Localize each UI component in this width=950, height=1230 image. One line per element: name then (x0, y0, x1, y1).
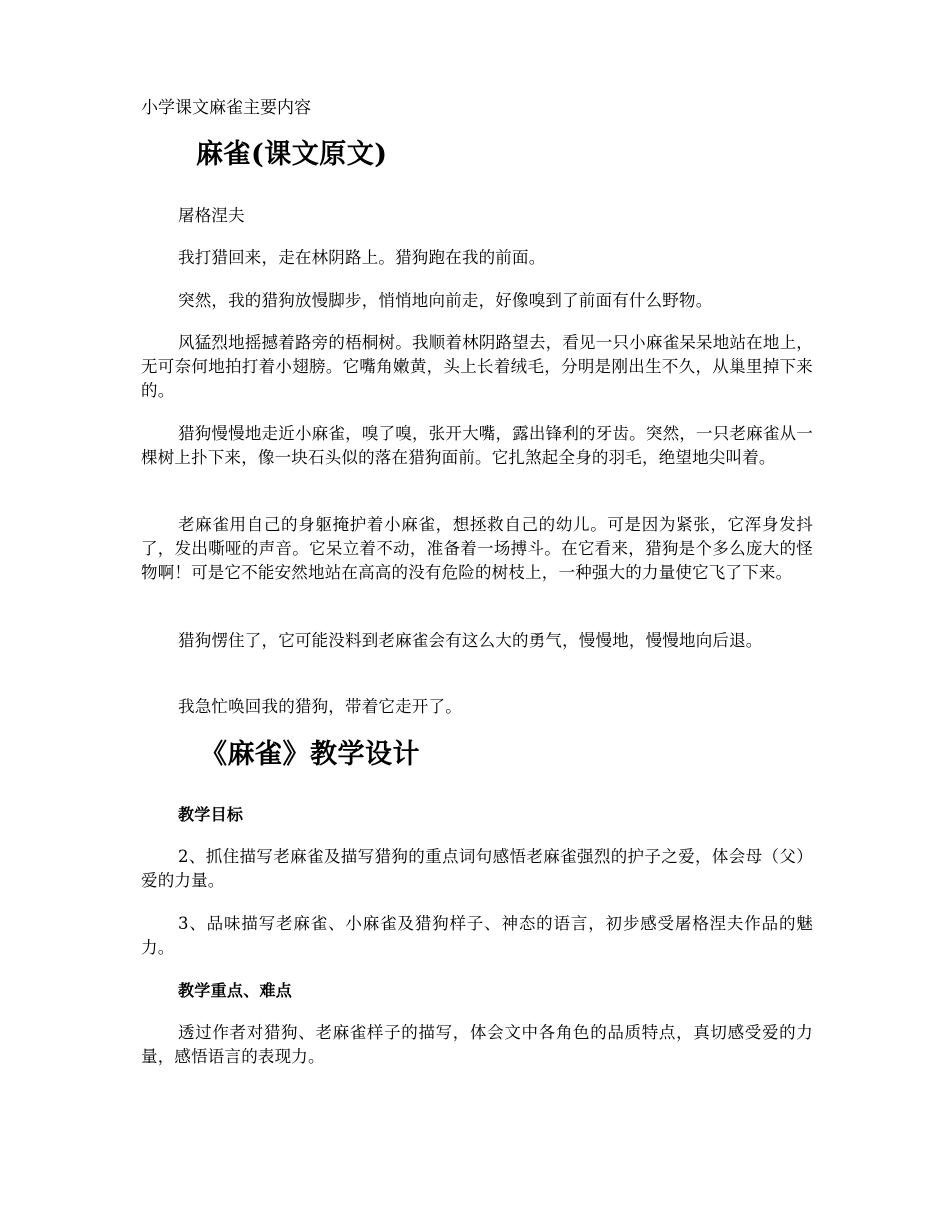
story-paragraph: 我打猎回来，走在林阴路上。猎狗跑在我的前面。 (178, 248, 546, 267)
paragraph-1-block (141, 246, 813, 270)
story-paragraph: 我急忙唤回我的猎狗，带着它走开了。 (178, 697, 462, 716)
story-heading: 麻雀(课文原文) (196, 139, 388, 170)
goal-item: 3、品味描写老麻雀、小麻雀及猎狗样子、神态的语言，初步感受屠格涅夫作品的魅力。 (141, 914, 813, 957)
paragraph-2-block (141, 289, 813, 313)
goals-label: 教学目标 (178, 805, 244, 824)
paragraph-6-block (141, 629, 813, 653)
paragraph-3-block (141, 331, 813, 403)
focus-label-block (141, 979, 813, 1003)
goal-2-block (141, 845, 813, 893)
story-paragraph: 猎狗慢慢地走近小麻雀，嗅了嗅，张开大嘴，露出锋利的牙齿。突然，一只老麻雀从一棵树上扑下来，像一块石头似的落在猎狗面前。它扎煞起全身的羽毛，绝望地尖叫着。 (141, 424, 813, 467)
design-heading: 《麻雀》教学设计 (200, 739, 420, 770)
goal-3-block (141, 912, 813, 960)
story-paragraph: 老麻雀用自己的身躯掩护着小麻雀，想拯救自己的幼儿。可是因为紧张，它浑身发抖了，发出嘶哑的声音。它呆立着不动，准备着一场搏斗。在它看来，猎狗是个多么庞大的怪物啊！可是它不能安然地站在高高的没有危险的树枝上，一种强大的力量使它飞了下来。 (141, 515, 813, 582)
paragraph-4-block (141, 422, 813, 470)
paragraph-5-block (141, 513, 813, 585)
focus-text-block (141, 1021, 813, 1069)
focus-label: 教学重点、难点 (178, 981, 293, 1000)
story-paragraph: 猎狗愣住了，它可能没料到老麻雀会有这么大的勇气，慢慢地，慢慢地向后退。 (178, 631, 763, 650)
author-block (141, 204, 813, 228)
goal-item: 2、抓住描写老麻雀及描写猎狗的重点词句感悟老麻雀强烈的护子之爱，体会母（父）爱的力量。 (141, 847, 813, 890)
document-title: 小学课文麻雀主要内容 (141, 98, 311, 118)
paragraph-7-block (141, 695, 813, 719)
goals-label-block (141, 803, 813, 827)
focus-text: 透过作者对猎狗、老麻雀样子的描写，体会文中各角色的品质特点，真切感受爱的力量，感悟语言的表现力。 (141, 1023, 813, 1066)
story-paragraph: 突然，我的猎狗放慢脚步，悄悄地向前走，好像嗅到了前面有什么野物。 (178, 291, 713, 310)
author-line: 屠格涅夫 (178, 206, 245, 225)
story-paragraph: 风猛烈地摇撼着路旁的梧桐树。我顺着林阴路望去，看见一只小麻雀呆呆地站在地上，无可奈何地拍打着小翅膀。它嘴角嫩黄，头上长着绒毛，分明是刚出生不久，从巢里掉下来的。 (141, 333, 813, 400)
